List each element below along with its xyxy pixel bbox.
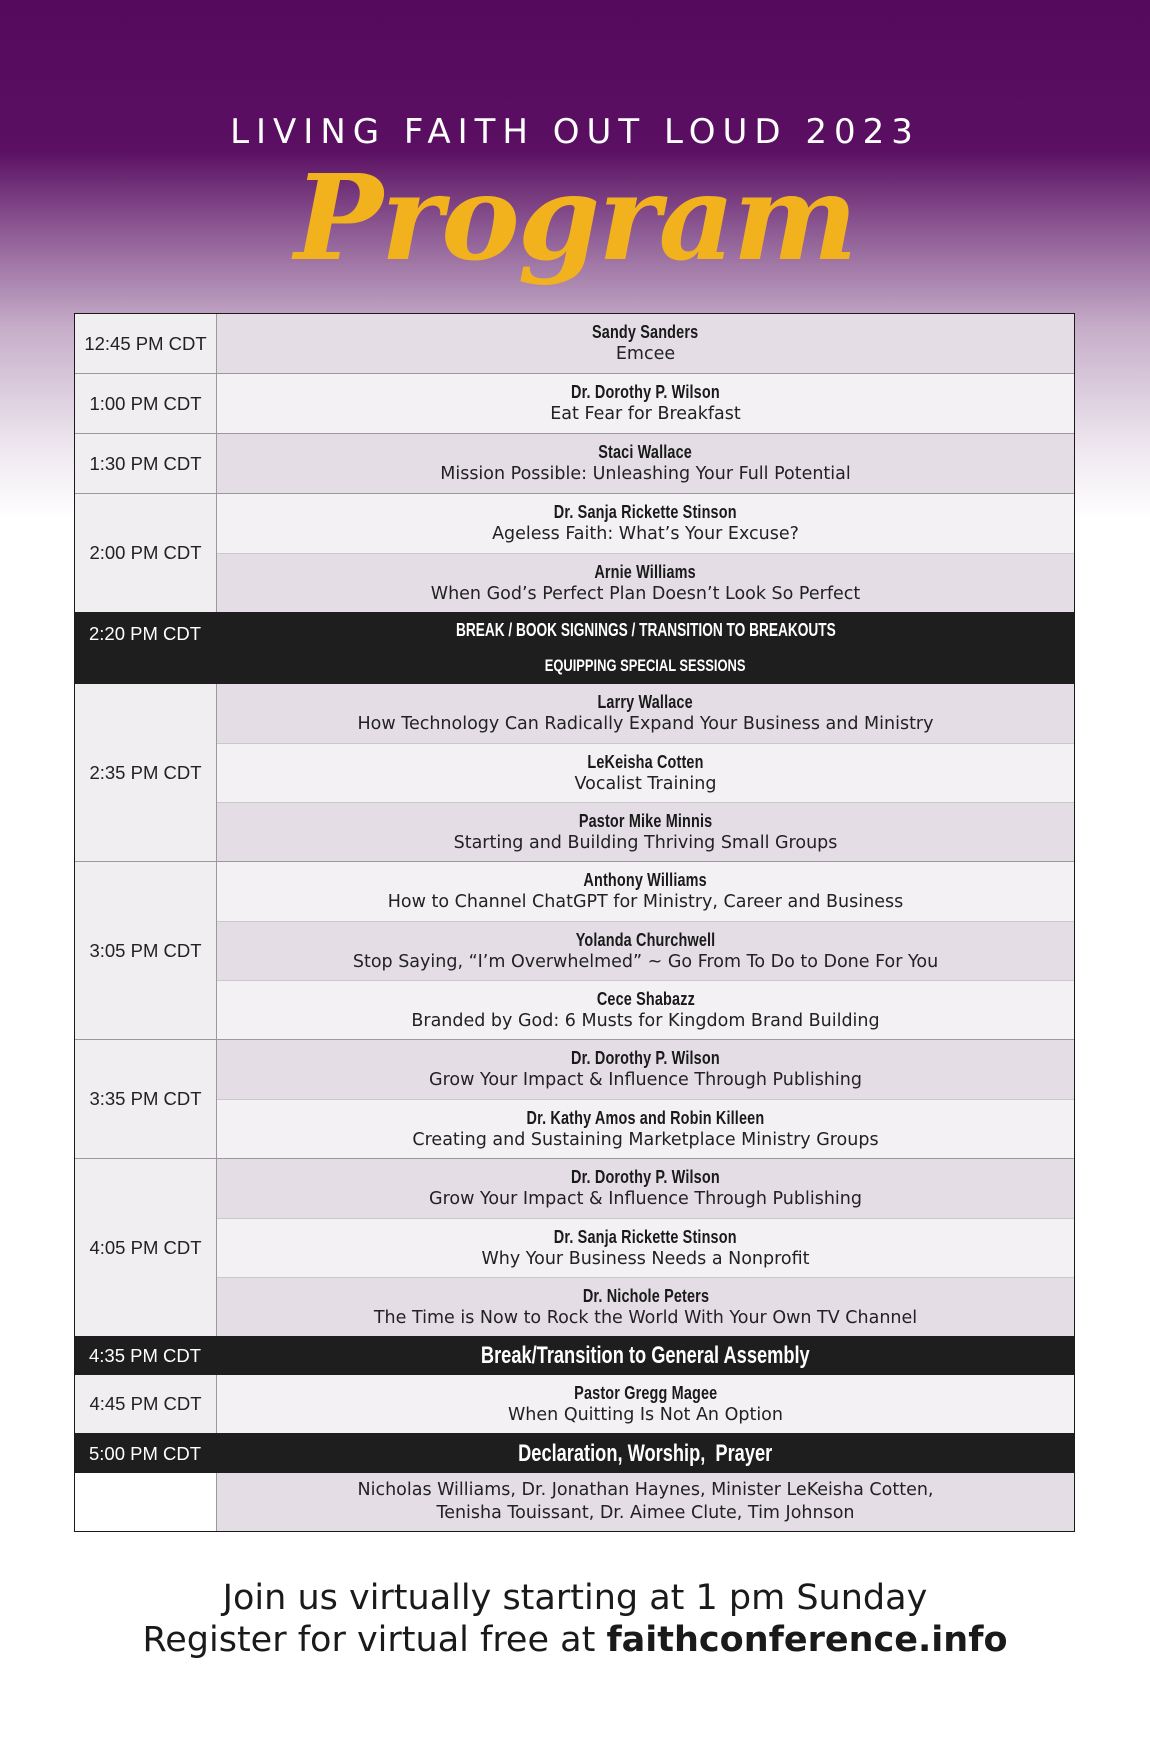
- session: [217, 1159, 1074, 1218]
- break-label: Declaration, Worship, Prayer: [518, 1439, 773, 1467]
- session: [217, 494, 1074, 553]
- time-cell: 2:00 PM CDT: [75, 494, 217, 612]
- break-label: BREAK / BOOK SIGNINGS / TRANSITION TO BREAKOUTS: [455, 620, 836, 641]
- time-cell: [75, 1473, 217, 1531]
- session: [217, 1375, 1074, 1433]
- session-topic: The Time is Now to Rock the World With Your Own TV Channel: [373, 1307, 918, 1328]
- speaker-name: Pastor Gregg Magee: [573, 1381, 718, 1403]
- speaker-name: Dr. Nichole Peters: [582, 1284, 709, 1306]
- session: [217, 862, 1074, 921]
- session-topic: Branded by God: 6 Musts for Kingdom Brand Building: [411, 1010, 880, 1031]
- time-cell: 1:00 PM CDT: [75, 374, 217, 433]
- schedule-table: [74, 313, 1075, 1532]
- time-cell: 2:35 PM CDT: [75, 684, 217, 861]
- session-topic: How Technology Can Radically Expand Your Business and Ministry: [357, 714, 934, 734]
- session: [217, 980, 1074, 1039]
- speaker-name: Staci Wallace: [598, 441, 693, 462]
- schedule-row: [75, 684, 1074, 861]
- speaker-name: Yolanda Churchwell: [575, 928, 716, 950]
- session-topic: Why Your Business Needs a Nonprofit: [481, 1248, 810, 1269]
- session-topic: Vocalist Training: [574, 773, 717, 794]
- program-script-title: Program: [294, 148, 856, 287]
- session-topic: When Quitting Is Not An Option: [508, 1404, 783, 1425]
- schedule-row: [75, 1375, 1074, 1433]
- speaker-name: Dr. Sanja Rickette Stinson: [554, 501, 737, 522]
- session-topic: Stop Saying, “I’m Overwhelmed” ~ Go From To Do to Done For You: [352, 951, 939, 972]
- speaker-name: Dr. Sanja Rickette Stinson: [554, 1225, 737, 1247]
- session: [217, 921, 1074, 980]
- break-row: [75, 1433, 1074, 1473]
- schedule-row: [75, 1473, 1074, 1531]
- session: [217, 1040, 1074, 1099]
- session-topic: When God’s Perfect Plan Doesn’t Look So Perfect: [430, 583, 861, 604]
- speaker-name: LeKeisha Cotten: [587, 750, 704, 772]
- session-topic: Creating and Sustaining Marketplace Ministry Groups: [412, 1129, 879, 1150]
- session: [217, 374, 1074, 433]
- session-topic: Starting and Building Thriving Small Groups: [453, 832, 838, 853]
- schedule-row: [75, 433, 1074, 493]
- participant-names: Tenisha Touissant, Dr. Aimee Clute, Tim Johnson: [436, 1503, 855, 1523]
- speaker-name: Cece Shabazz: [596, 987, 695, 1009]
- session: [217, 1473, 1074, 1531]
- break-label: Break/Transition to General Assembly: [481, 1342, 810, 1369]
- register-text: Register for virtual free at: [142, 1620, 607, 1660]
- session: [217, 1099, 1074, 1158]
- session-topic: How to Channel ChatGPT for Ministry, Career and Business: [387, 892, 904, 912]
- session-topic: Emcee: [615, 344, 676, 364]
- virtual-note: Join us virtually starting at 1 pm Sunday: [222, 1578, 928, 1618]
- time-cell: 4:35 PM CDT: [75, 1337, 217, 1375]
- schedule-row: [75, 314, 1074, 373]
- session: [217, 684, 1074, 743]
- break-row: [75, 1336, 1074, 1375]
- speaker-name: Pastor Mike Minnis: [578, 809, 713, 831]
- session-topic: Grow Your Impact & Influence Through Publishing: [429, 1189, 862, 1209]
- session: [217, 434, 1074, 493]
- event-title: LIVING FAITH OUT LOUD 2023: [230, 112, 920, 152]
- schedule-row: [75, 1039, 1074, 1158]
- time-cell: 1:30 PM CDT: [75, 434, 217, 493]
- time-cell: 5:00 PM CDT: [75, 1434, 217, 1473]
- session-topic: Grow Your Impact & Influence Through Publishing: [429, 1070, 862, 1090]
- session: [217, 802, 1074, 861]
- session: [217, 314, 1074, 373]
- time-cell: 4:45 PM CDT: [75, 1375, 217, 1433]
- break-row: [75, 612, 1074, 684]
- time-cell: 2:20 PM CDT: [75, 613, 217, 684]
- time-cell: 12:45 PM CDT: [75, 314, 217, 373]
- speaker-name: Sandy Sanders: [592, 321, 699, 342]
- speaker-name: Dr. Dorothy P. Wilson: [571, 381, 720, 402]
- speaker-name: Arnie Williams: [594, 560, 697, 582]
- participant-names: Nicholas Williams, Dr. Jonathan Haynes, Minister LeKeisha Cotten,: [357, 1480, 934, 1500]
- session-topic: Ageless Faith: What’s Your Excuse?: [492, 524, 799, 544]
- speaker-name: Anthony Williams: [583, 869, 708, 890]
- schedule-row: [75, 1158, 1074, 1336]
- register-note: [0, 1620, 1150, 1660]
- session-topic: Mission Possible: Unleashing Your Full Potential: [440, 464, 851, 484]
- register-link[interactable]: faithconference.info: [606, 1620, 1008, 1660]
- time-cell: 3:05 PM CDT: [75, 862, 217, 1039]
- session: [217, 1218, 1074, 1277]
- speaker-name: Dr. Dorothy P. Wilson: [571, 1166, 720, 1187]
- schedule-row: [75, 861, 1074, 1039]
- schedule-row: [75, 373, 1074, 433]
- session: [217, 1277, 1074, 1336]
- time-cell: 3:35 PM CDT: [75, 1040, 217, 1158]
- speaker-name: Larry Wallace: [597, 691, 694, 712]
- session: [217, 743, 1074, 802]
- speaker-name: Dr. Kathy Amos and Robin Killeen: [526, 1106, 765, 1128]
- special-sessions-label: EQUIPPING SPECIAL SESSIONS: [545, 656, 746, 676]
- speaker-name: Dr. Dorothy P. Wilson: [571, 1047, 720, 1068]
- session: [217, 553, 1074, 612]
- session-topic: Eat Fear for Breakfast: [550, 404, 741, 424]
- schedule-row: [75, 493, 1074, 612]
- time-cell: 4:05 PM CDT: [75, 1159, 217, 1336]
